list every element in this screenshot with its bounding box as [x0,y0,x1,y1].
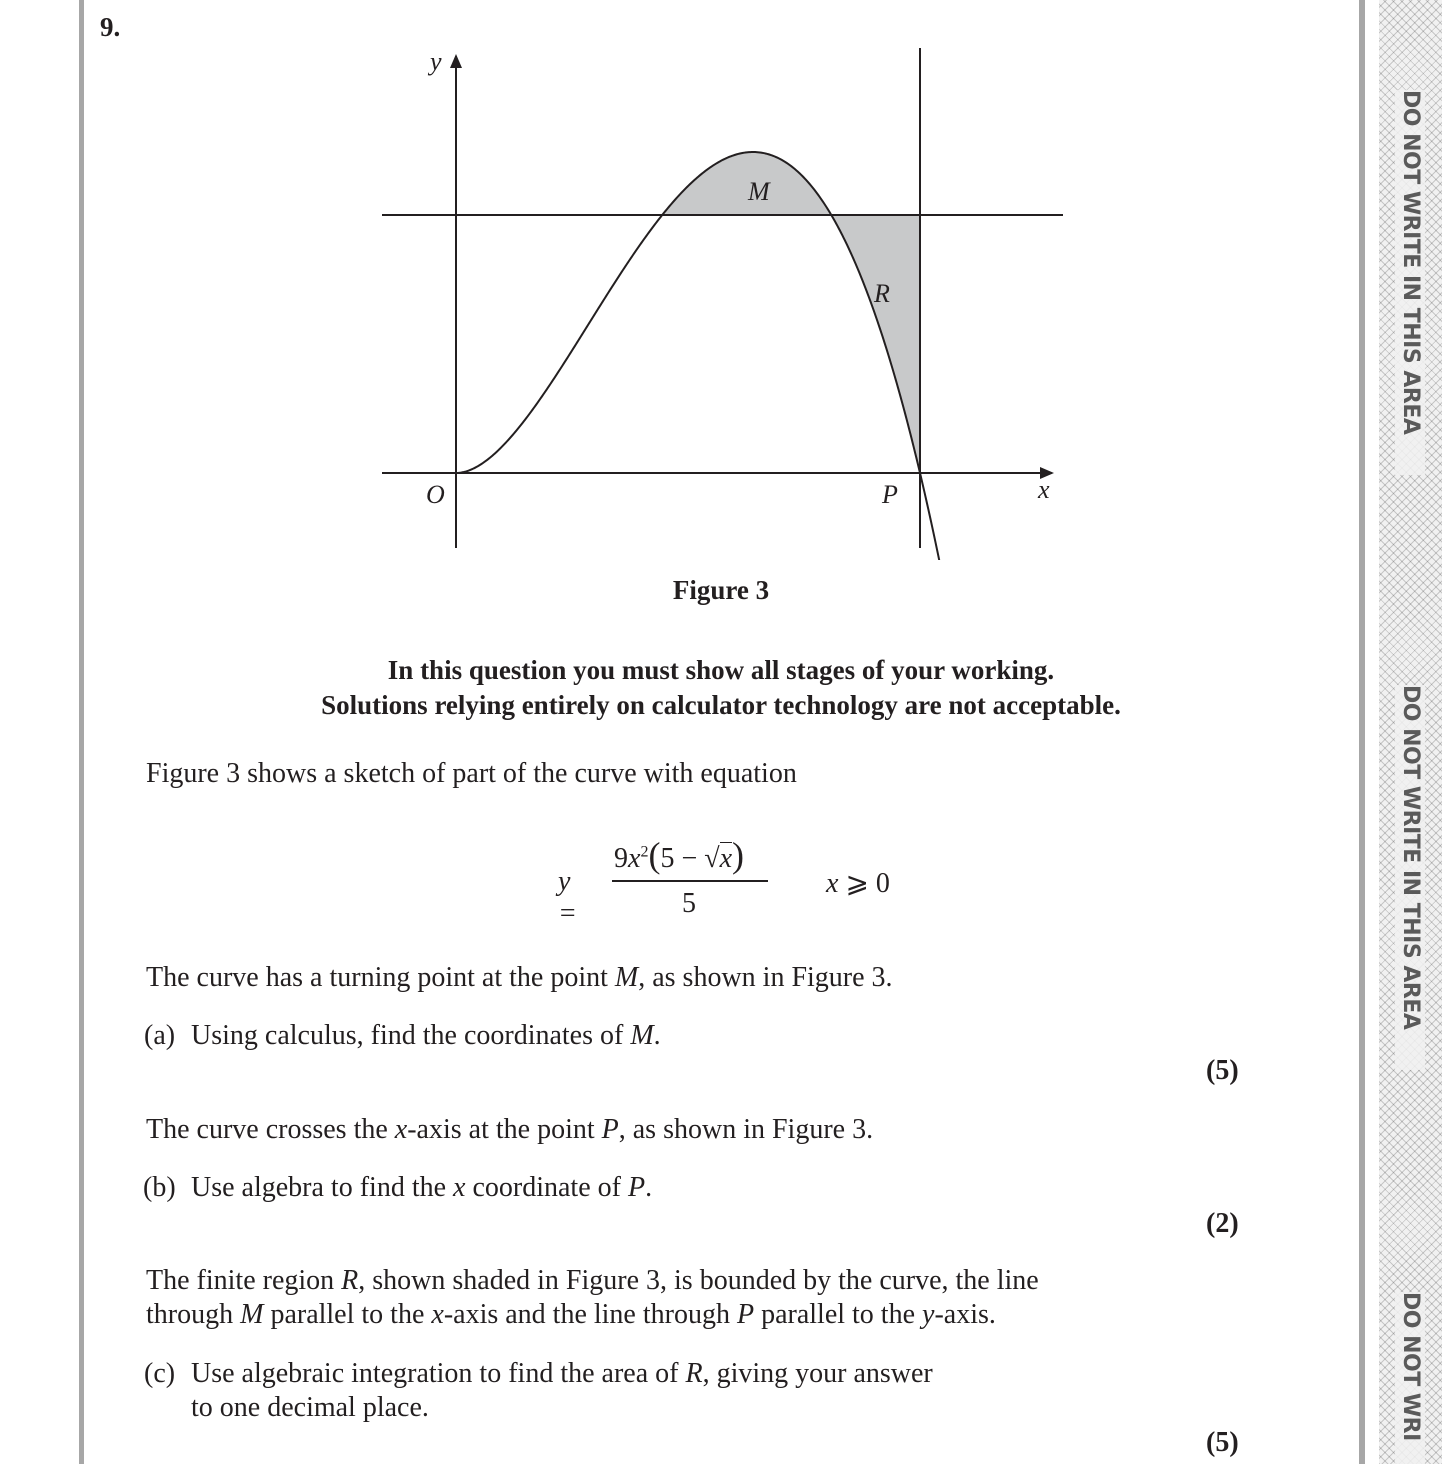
part-b-marks: (2) [1206,1208,1239,1239]
num-open: ( [648,835,661,875]
instruction-line-1: In this question you must show all stages of your working. [387,655,1055,685]
figure-caption: Figure 3 [672,575,770,605]
domain-rest: ⩾ 0 [845,868,890,899]
domain-var: x [826,868,839,899]
num-coef: 9 [614,843,628,874]
question-number: 9. [100,12,121,42]
point-m-label: M [748,177,770,206]
margin-warning-3: DO NOT WRI [1395,1292,1425,1464]
part-b-text: Use algebra to find the x coordinate of P. [191,1172,653,1203]
origin-label: O [426,480,445,509]
part-b-label: (b) [143,1172,176,1203]
equation-lhs: y = [558,866,577,929]
left-margin-rule [79,0,84,1464]
equation-numerator [614,834,744,876]
equation-denominator: 5 [682,888,696,919]
margin-warning-2: DO NOT WRITE IN THIS AREA [1395,685,1425,1070]
part-a-marks: (5) [1206,1055,1239,1086]
num-close: ) [732,835,745,875]
part-c-text-line-1: Use algebraic integration to find the area of R, giving your answer [191,1358,933,1389]
part-a-text: Using calculus, find the coordinates of M. [191,1020,661,1051]
region-text-line-2: through M parallel to the x-axis and the line through P parallel to the y-axis. [146,1299,996,1330]
margin-warning-1: DO NOT WRITE IN THIS AREA [1395,90,1425,475]
part-a-label: (a) [144,1020,176,1051]
region-r-label: R [874,279,890,308]
part-c-marks: (5) [1206,1427,1239,1458]
right-margin-rule [1359,0,1365,1464]
num-sqrt-var: x [719,843,733,874]
num-exp: 2 [640,843,649,861]
crosses-text: The curve crosses the x-axis at the point P, as shown in Figure 3. [146,1114,874,1145]
turning-point-text: The curve has a turning point at the point M, as shown in Figure 3. [146,962,893,993]
figure-3-graph [370,40,1090,560]
part-c-label: (c) [144,1358,176,1389]
num-five: 5 − [660,843,698,874]
point-p-label: P [882,480,898,509]
equation-domain [826,866,890,900]
part-c-text-line-2: to one decimal place. [191,1392,429,1423]
shaded-region-r [662,152,920,473]
region-text-line-1: The finite region R, shown shaded in Figure 3, is bounded by the curve, the line [146,1265,1039,1296]
fraction-bar [612,880,768,882]
num-var: x [628,843,641,874]
intro-text: Figure 3 shows a sketch of part of the curve with equation [146,758,797,789]
y-axis-label: y [430,47,442,76]
x-axis-label: x [1038,475,1050,504]
instruction-line-2: Solutions relying entirely on calculator technology are not acceptable. [321,690,1121,720]
sqrt-icon: √ [704,843,720,874]
